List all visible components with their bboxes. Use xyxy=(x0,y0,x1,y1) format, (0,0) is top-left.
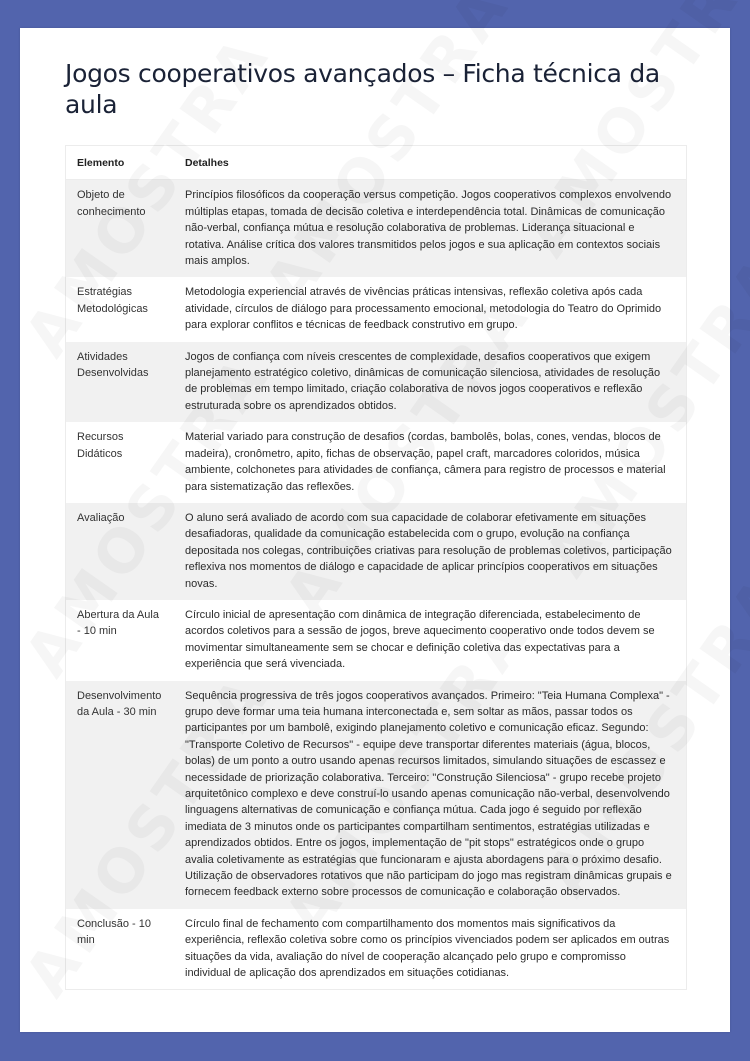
page-title: Jogos cooperativos avançados – Ficha técnica da aula xyxy=(65,59,660,119)
row-details: O aluno será avaliado de acordo com sua capacidade de colaborar efetivamente em situações desafiadoras, qualidade da comunicação estabelecida com o grupo, evolução na confiança depositada nos colegas, contribuições criativas para resolução de problemas coletivos, participação reflexiva nos momentos de diálogo e capacidade de aplicar princípios cooperativos em situações novas. xyxy=(174,503,686,600)
row-element-label: Objeto de conhecimento xyxy=(66,180,174,278)
table-row-objeto-conhecimento xyxy=(66,180,686,278)
lesson-table xyxy=(66,146,686,989)
row-details: Círculo final de fechamento com compartilhamento dos momentos mais significativos da experiência, reflexão coletiva sobre como os princípios vivenciados podem ser aplicados em outras situações da vida, avaliação do nível de cooperação alcançado pelo grupo e compromisso individual de aplicação dos aprendizados em situações cotidianas. xyxy=(174,909,686,990)
table-header-row xyxy=(66,146,686,180)
row-details: Sequência progressiva de três jogos cooperativos avançados. Primeiro: "Teia Humana Complexa" - grupo deve formar uma teia humana interconectada e, sem soltar as mãos, passar todos os participantes por um bambolê, exigindo planejamento coletivo e comunicação eficaz. Segundo: "Transporte Coletivo de Recursos" - equipe deve transportar diferentes materiais (água, blocos, bolas) de um ponto a outro usando apenas recursos limitados, simulando situações de escassez e necessidade de priorização colaborativa. Terceiro: "Construção Silenciosa" - grupo recebe projeto arquitetônico complexo e deve construí-lo usando apenas comunicação não-verbal, desenvolvendo linguagens alternativas de comunicação e confiança mútua. Cada jogo é seguido por reflexão imediata de 3 minutos onde os participantes compartilham sentimentos, estratégias utilizadas e aprendizados obtidos. Entre os jogos, implementação de "pit stops" estratégicos onde o grupo avalia coletivamente as estratégias que funcionaram e ajusta abordagens para o próximo desafio. Utilização de observadores rotativos que não participam do jogo mas registram dinâmicas grupais e fornecem feedback externo sobre processos de comunicação e colaboração observados. xyxy=(174,681,686,909)
row-details: Jogos de confiança com níveis crescentes de complexidade, desafios cooperativos que exigem planejamento estratégico coletivo, dinâmicas de comunicação silenciosa, atividades de resolução de problemas em tempo limitado, criação colaborativa de novos jogos cooperativos e reflexão estruturada sobre os aprendizados obtidos. xyxy=(174,342,686,423)
document-card xyxy=(20,28,730,1032)
table-row-estrategias xyxy=(66,277,686,341)
column-header-detalhes: Detalhes xyxy=(174,146,686,180)
row-element-label: Estratégias Metodológicas xyxy=(66,277,174,341)
table-row-avaliacao xyxy=(66,503,686,600)
row-details: Princípios filosóficos da cooperação versus competição. Jogos cooperativos complexos envolvendo múltiplas etapas, tomada de decisão coletiva e interdependência total. Dinâmicas de comunicação não-verbal, confiança mútua e resolução colaborativa de problemas. Liderança situacional e rotativa. Análise crítica dos valores transmitidos pelos jogos e sua aplicação em contextos sociais mais amplos. xyxy=(174,180,686,278)
row-details: Metodologia experiencial através de vivências práticas intensivas, reflexão coletiva após cada atividade, círculos de diálogo para processamento emocional, metodologia do Teatro do Oprimido para explorar conflitos e técnicas de feedback construtivo em grupo. xyxy=(174,277,686,341)
row-element-label: Conclusão - 10 min xyxy=(66,909,174,990)
row-element-label: Atividades Desenvolvidas xyxy=(66,342,174,423)
row-details: Material variado para construção de desafios (cordas, bambolês, bolas, cones, vendas, blocos de madeira), cronômetro, apito, fichas de observação, papel craft, marcadores coloridos, música ambiente, colchonetes para atividades de confiança, câmera para registro de processos e material para sistematização das reflexões. xyxy=(174,422,686,503)
table-row-atividades xyxy=(66,342,686,423)
table-row-conclusao xyxy=(66,909,686,990)
lesson-table-container xyxy=(65,145,687,990)
table-row-recursos xyxy=(66,422,686,503)
column-header-elemento: Elemento xyxy=(66,146,174,180)
row-element-label: Desenvolvimento da Aula - 30 min xyxy=(66,681,174,909)
row-element-label: Recursos Didáticos xyxy=(66,422,174,503)
table-row-desenvolvimento xyxy=(66,681,686,909)
row-element-label: Abertura da Aula - 10 min xyxy=(66,600,174,681)
row-element-label: Avaliação xyxy=(66,503,174,600)
row-details: Círculo inicial de apresentação com dinâmica de integração diferenciada, estabelecimento de acordos coletivos para a sessão de jogos, breve aquecimento cooperativo onde todos devem se movimentar simultaneamente sem se chocar e definição coletiva das expectativas para a experiência que será vivenciada. xyxy=(174,600,686,681)
table-row-abertura xyxy=(66,600,686,681)
